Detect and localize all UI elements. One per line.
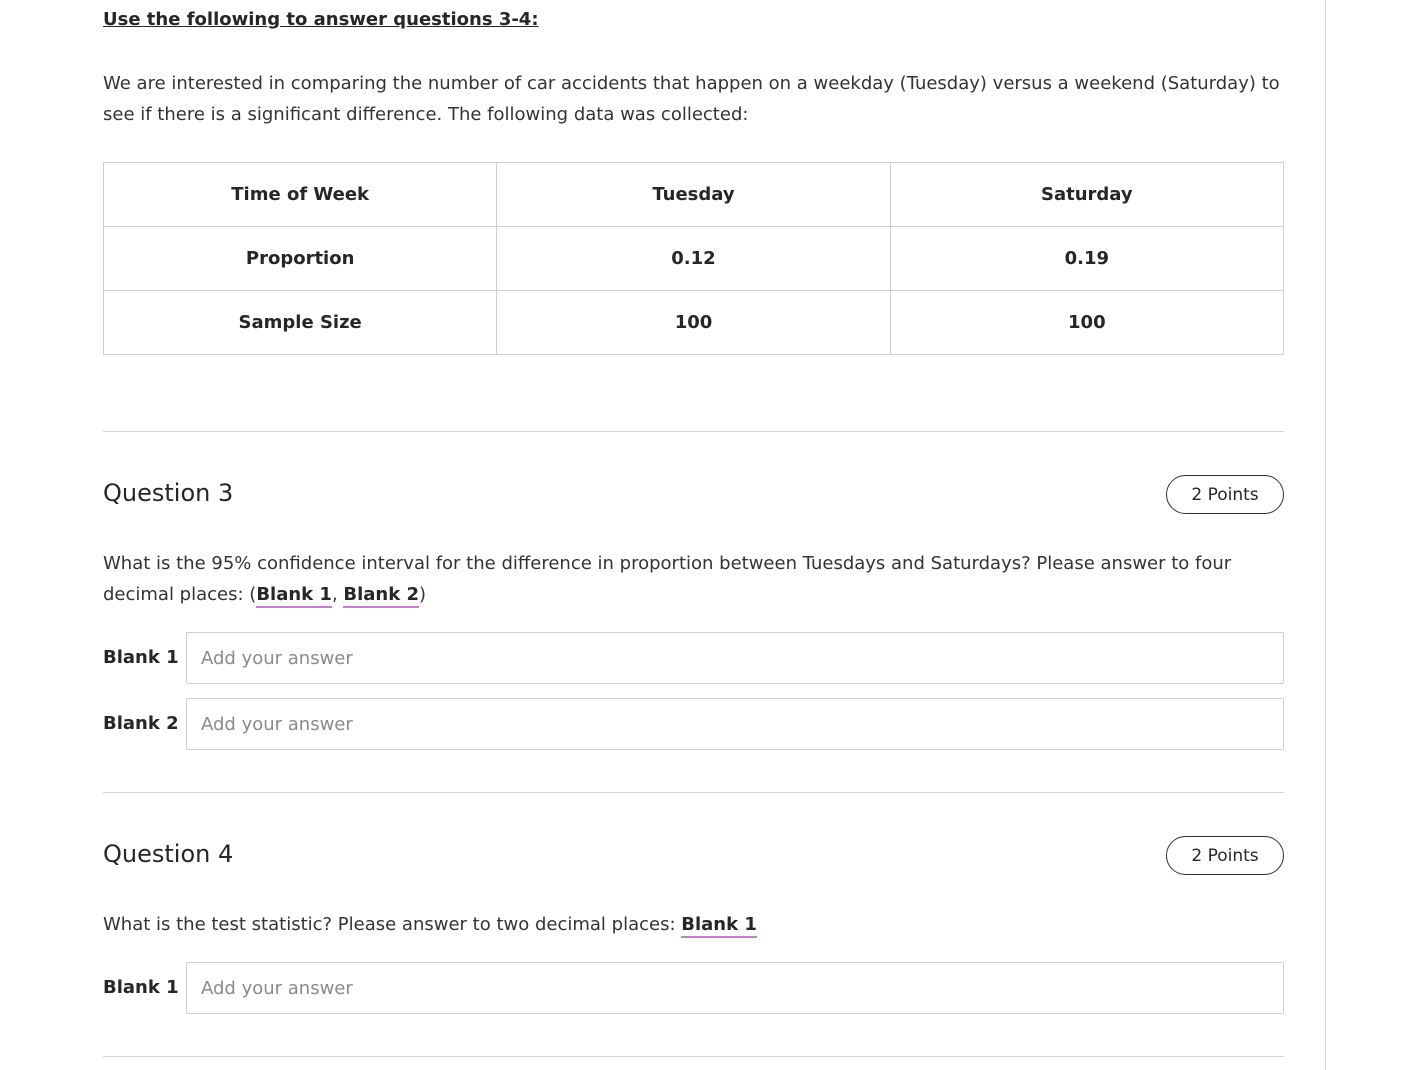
table-cell: 100 <box>497 291 890 355</box>
question-3-blank-1-row <box>103 632 1284 684</box>
question-4-blank-1-input[interactable] <box>186 962 1284 1014</box>
table-cell: Time of Week <box>104 163 497 227</box>
question-4-blank-1-row <box>103 962 1284 1014</box>
section-divider <box>103 431 1284 432</box>
data-table <box>103 162 1284 355</box>
question-3-text <box>103 548 1284 610</box>
question-3-points-badge: 2 Points <box>1166 475 1284 514</box>
question-3-blank-1-input[interactable] <box>186 632 1284 684</box>
intro-text: We are interested in comparing the number of car accidents that happen on a weekday (Tuesday) versus a weekend (Saturday) to see if there is a significant difference. The following data was collected: <box>103 73 1280 125</box>
question-3-text-after: ) <box>419 584 427 605</box>
table-cell: 100 <box>890 291 1283 355</box>
table-row <box>104 163 1284 227</box>
blank-1-label: Blank 1 <box>103 647 179 668</box>
blank-2-reference[interactable]: Blank 2 <box>343 584 419 608</box>
question-3-blank-2-row <box>103 698 1284 750</box>
question-4-text-before: What is the test statistic? Please answer to two decimal places: <box>103 914 682 935</box>
table-cell: 0.19 <box>890 227 1283 291</box>
question-3-title: Question 3 <box>103 479 234 507</box>
table-cell: Tuesday <box>497 163 890 227</box>
blank-1-label: Blank 1 <box>103 977 179 998</box>
blank-1-reference[interactable]: Blank 1 <box>256 584 332 608</box>
blank-reference-separator: , <box>331 584 344 605</box>
blank-2-label: Blank 2 <box>103 713 179 734</box>
question-4-points-badge: 2 Points <box>1166 836 1284 875</box>
blank-1-reference[interactable]: Blank 1 <box>681 914 757 938</box>
question-4-title: Question 4 <box>103 840 234 868</box>
table-cell: Sample Size <box>104 291 497 355</box>
table-cell: Saturday <box>890 163 1283 227</box>
table-row <box>104 227 1284 291</box>
table-cell: 0.12 <box>497 227 890 291</box>
question-3-blank-2-input[interactable] <box>186 698 1284 750</box>
section-divider <box>103 1056 1284 1057</box>
question-4-text <box>103 909 1284 940</box>
table-cell: Proportion <box>104 227 497 291</box>
section-divider <box>103 792 1284 793</box>
intro-heading: Use the following to answer questions 3-4: <box>103 9 539 30</box>
table-row <box>104 291 1284 355</box>
question-3-text-before: What is the 95% confidence interval for the difference in proportion between Tuesdays and Saturdays? Please answer to four decimal places: ( <box>103 553 1232 605</box>
page-right-border <box>1325 0 1326 1070</box>
